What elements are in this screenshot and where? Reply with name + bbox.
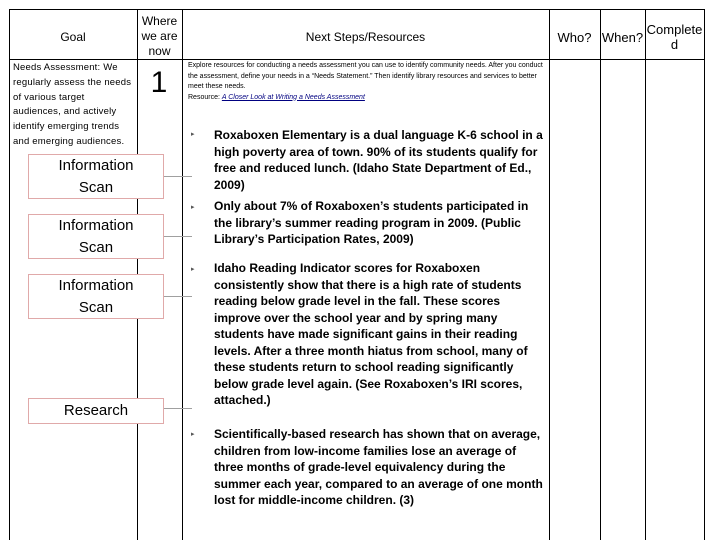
category-box-information-scan-2 [28, 214, 164, 259]
category-box-information-scan-1 [28, 154, 164, 199]
table-border-right [704, 9, 705, 540]
header-where-line-1: Where [141, 14, 178, 28]
category-label-line-1: Information [58, 216, 134, 234]
bullet-icon: ▸ [191, 266, 195, 273]
category-label: Research [63, 402, 129, 419]
connector-line-1 [164, 176, 192, 177]
table-divider-who [600, 9, 601, 540]
category-label-line-2: Scan [78, 298, 114, 316]
header-goal: Goal [60, 30, 86, 44]
resource-link[interactable]: A Closer Look at Writing a Needs Assessment [221, 93, 365, 101]
connector-line-4 [164, 408, 192, 409]
table-border-top [9, 9, 705, 10]
finding-item-1: Roxaboxen Elementary is a dual language K-6 school in a high poverty area of town. 90% of its students qualify for free and reduced lunch. (Idaho State Department of Ed., 2009) [214, 128, 543, 192]
header-when: When? [601, 30, 644, 45]
table-divider-where [182, 9, 183, 540]
status-number: 1 [150, 66, 168, 99]
intro-text: Explore resources for conducting a needs assessment you can use to identify community needs. After you conduct the assessment, define your needs in a “Needs Statement.” Then identify library resources and services to better meet these needs. [188, 62, 543, 90]
header-completed-line-2: d [670, 37, 679, 52]
category-box-information-scan-3 [28, 274, 164, 319]
bullet-icon: ▸ [191, 431, 195, 438]
table-header-divider [9, 59, 705, 60]
header-where-line-3: now [148, 44, 171, 58]
bullet-icon: ▸ [191, 204, 195, 211]
header-who: Who? [557, 30, 592, 45]
finding-item-4: Scientifically-based research has shown that on average, children from low-income families lose an average of three months of grade-level equivalency during the summer each year, compared to an average of one month lost for middle-income children. (3) [214, 427, 543, 507]
connector-line-3 [164, 296, 192, 297]
header-next-steps: Next Steps/Resources [305, 30, 426, 44]
category-label-line-2: Scan [78, 178, 114, 196]
intro-paragraph [188, 61, 548, 103]
goal-description: Needs Assessment: We regularly assess the needs of various target audiences, and actively identify emerging trends and emerging audiences. [13, 62, 132, 147]
finding-item-2: Only about 7% of Roxaboxen’s students participated in the library’s summer reading program in 2009. (Public Library’s Participation Rates, 2009) [214, 199, 529, 246]
header-completed-line-1: Complete [646, 22, 703, 37]
category-box-research [28, 398, 164, 424]
table-divider-steps [549, 9, 550, 540]
category-label-line-2: Scan [78, 238, 114, 256]
header-where-we-are-now [137, 14, 182, 59]
bullet-icon: ▸ [191, 131, 195, 138]
table-border-left [9, 9, 10, 540]
category-label-line-1: Information [58, 276, 134, 294]
connector-line-2 [164, 236, 192, 237]
category-label-line-1: Information [58, 156, 134, 174]
table-divider-when [645, 9, 646, 540]
finding-item-3: Idaho Reading Indicator scores for Roxaboxen consistently show that there is a high rate of students reading below grade level in the fall. These scores improve over the school year and by spring many students have made significant gains in their reading levels. After a three month hiatus from school, many of these students return to school reading significantly below grade level again. (See Roxaboxen’s IRI scores, attached.) [214, 261, 528, 407]
header-where-line-2: we are [141, 29, 178, 43]
header-completed [645, 22, 704, 52]
resource-label: Resource: [188, 93, 220, 101]
